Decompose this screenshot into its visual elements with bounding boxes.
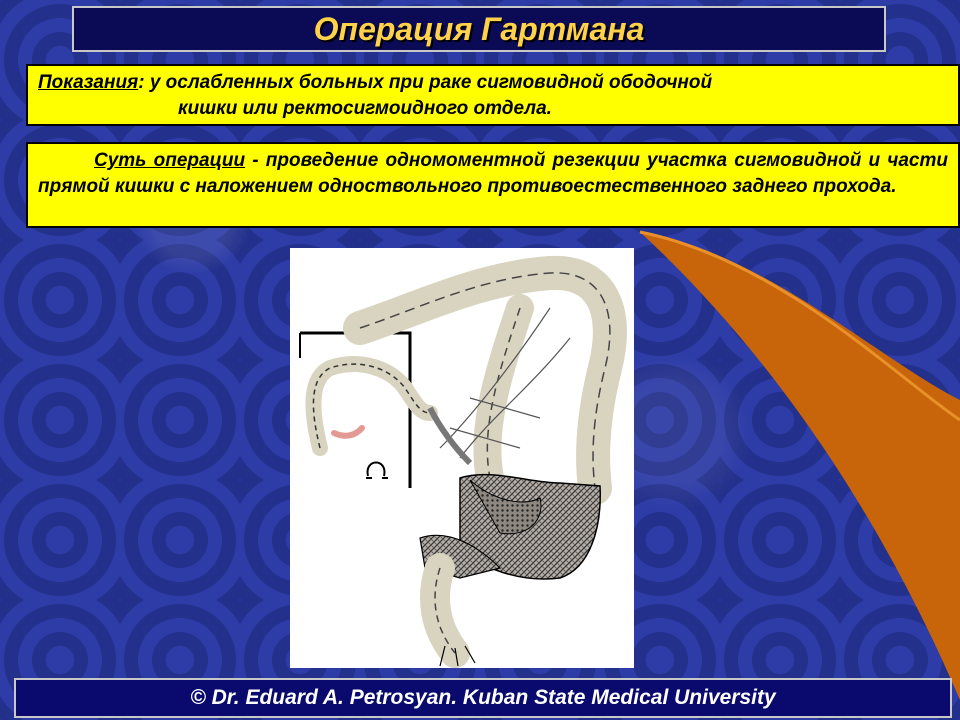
hartmann-procedure-diagram-icon [290, 248, 634, 668]
indications-box [26, 64, 960, 126]
essence-text: - проведение одномоментной резекции участка сигмовидной и части прямой кишки с наложением одноствольного противоестественного заднего прохода. [38, 150, 948, 197]
indications-text-line2: кишки или ректосигмоидного отдела. [178, 98, 552, 119]
footer-credit: © Dr. Eduard A. Petrosyan. Kuban State Medical University [190, 686, 776, 709]
title-bar [72, 6, 886, 52]
hartmann-procedure-illustration [290, 248, 634, 668]
essence-box [26, 142, 960, 228]
slide-title: Операция Гартмана [313, 10, 645, 47]
indications-text-line1: у ослабленных больных при раке сигмовидной ободочной [144, 72, 713, 93]
indications-separator: : [138, 72, 145, 93]
indications-label: Показания [38, 72, 139, 93]
footer-bar [14, 678, 952, 718]
essence-label: Суть операции [94, 150, 246, 171]
